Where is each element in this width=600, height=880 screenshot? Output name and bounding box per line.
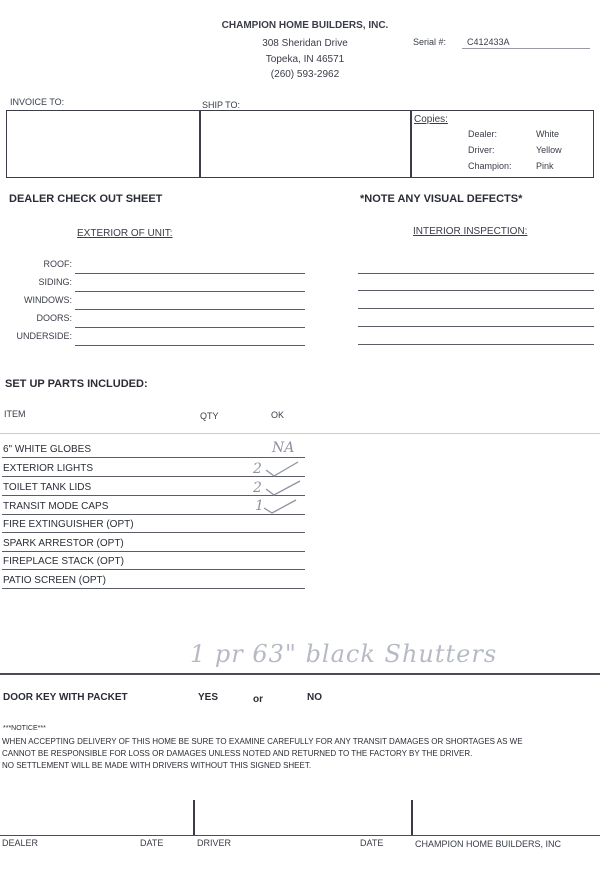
qty-transit-mode-caps: 1 [255, 498, 264, 514]
door-key-or: or [253, 694, 263, 705]
copies-champion-label: Champion: [468, 161, 512, 171]
interior-heading: INTERIOR INSPECTION: [413, 226, 528, 237]
part-spark-arrestor: SPARK ARRESTOR (OPT) [3, 538, 124, 549]
checkmarks-icon [262, 458, 310, 518]
interior-line-4[interactable] [358, 326, 594, 327]
parts-col-item: ITEM [4, 409, 26, 419]
interior-line-1[interactable] [358, 273, 594, 274]
signature-driver: DRIVER [197, 838, 232, 848]
notice-title: ***NOTICE*** [3, 725, 46, 732]
copies-title: Copies: [414, 114, 448, 125]
serial-label: Serial #: [413, 37, 447, 47]
part-row-line-5 [2, 532, 305, 533]
phone-number: (260) 593-2962 [270, 69, 340, 80]
copies-dealer-color: White [536, 129, 560, 139]
address-line-1: 308 Sheridan Drive [262, 38, 348, 49]
part-row-line-7 [2, 569, 305, 570]
interior-line-5[interactable] [358, 344, 594, 345]
part-transit-mode-caps: TRANSIT MODE CAPS [3, 501, 109, 512]
qty-exterior-lights: 2 [253, 461, 262, 477]
siding-line[interactable] [75, 291, 305, 292]
copies-champion-color: Pink [536, 161, 554, 171]
door-key-label: DOOR KEY WITH PACKET [3, 692, 128, 703]
doors-label: DOORS: [36, 313, 72, 323]
notice-line-2: CANNOT BE RESPONSIBLE FOR LOSS OR DAMAGES UNLESS NOTED AND RETURNED TO THE FACTORY BY THE DRIVER. [2, 749, 473, 758]
part-exterior-lights: EXTERIOR LIGHTS [3, 463, 94, 474]
visual-defects-note: *NOTE ANY VISUAL DEFECTS* [360, 193, 523, 205]
signature-line[interactable] [0, 835, 600, 836]
roof-label: ROOF: [43, 259, 72, 269]
copies-driver-color: Yellow [536, 145, 562, 155]
signature-date-1: DATE [140, 838, 164, 848]
handwritten-note: 1 pr 63" black Shutters [190, 640, 498, 668]
signature-dealer: DEALER [2, 838, 39, 848]
copies-dealer-label: Dealer: [468, 129, 498, 139]
interior-line-3[interactable] [358, 308, 594, 309]
doors-line[interactable] [75, 327, 305, 328]
parts-title: SET UP PARTS INCLUDED: [5, 378, 148, 390]
qty-white-globes: NA [272, 440, 295, 456]
parts-col-qty: QTY [200, 411, 219, 421]
part-row-line-4 [2, 514, 305, 515]
serial-value: C412433A [467, 37, 510, 47]
roof-line[interactable] [75, 273, 305, 274]
qty-toilet-tank-lids: 2 [253, 480, 262, 496]
copies-driver-label: Driver: [468, 145, 495, 155]
part-row-line-8 [2, 588, 305, 589]
part-fireplace-stack: FIREPLACE STACK (OPT) [3, 556, 124, 567]
notice-line-1: WHEN ACCEPTING DELIVERY OF THIS HOME BE SURE TO EXAMINE CAREFULLY FOR ANY TRANSIT DAMAGES OR SHORTAGES AS WE [2, 737, 523, 746]
notice-line-3: NO SETTLEMENT WILL BE MADE WITH DRIVERS WITHOUT THIS SIGNED SHEET. [2, 761, 312, 770]
windows-label: WINDOWS: [24, 295, 72, 305]
siding-label: SIDING: [38, 277, 72, 287]
underside-line[interactable] [75, 345, 305, 346]
signature-company: CHAMPION HOME BUILDERS, INC [415, 839, 562, 849]
parts-col-ok: OK [271, 410, 285, 420]
underside-label: UNDERSIDE: [16, 331, 72, 341]
exterior-heading: EXTERIOR OF UNIT: [77, 228, 173, 239]
interior-line-2[interactable] [358, 290, 594, 291]
part-row-line-6 [2, 551, 305, 552]
part-row-line-1 [2, 457, 305, 458]
part-fire-extinguisher: FIRE EXTINGUISHER (OPT) [3, 519, 134, 530]
checkout-title: DEALER CHECK OUT SHEET [9, 193, 163, 205]
signature-date-2: DATE [360, 838, 384, 848]
part-white-globes: 6" WHITE GLOBES [3, 444, 92, 455]
ship-to-label: SHIP TO: [202, 100, 241, 110]
door-key-yes[interactable]: YES [198, 692, 219, 703]
company-name: CHAMPION HOME BUILDERS, INC. [221, 20, 389, 31]
door-key-no[interactable]: NO [307, 692, 322, 703]
invoice-to-label: INVOICE TO: [10, 97, 65, 107]
part-patio-screen: PATIO SCREEN (OPT) [3, 575, 106, 586]
part-toilet-tank-lids: TOILET TANK LIDS [3, 482, 92, 493]
address-line-2: Topeka, IN 46571 [265, 54, 345, 65]
windows-line[interactable] [75, 309, 305, 310]
